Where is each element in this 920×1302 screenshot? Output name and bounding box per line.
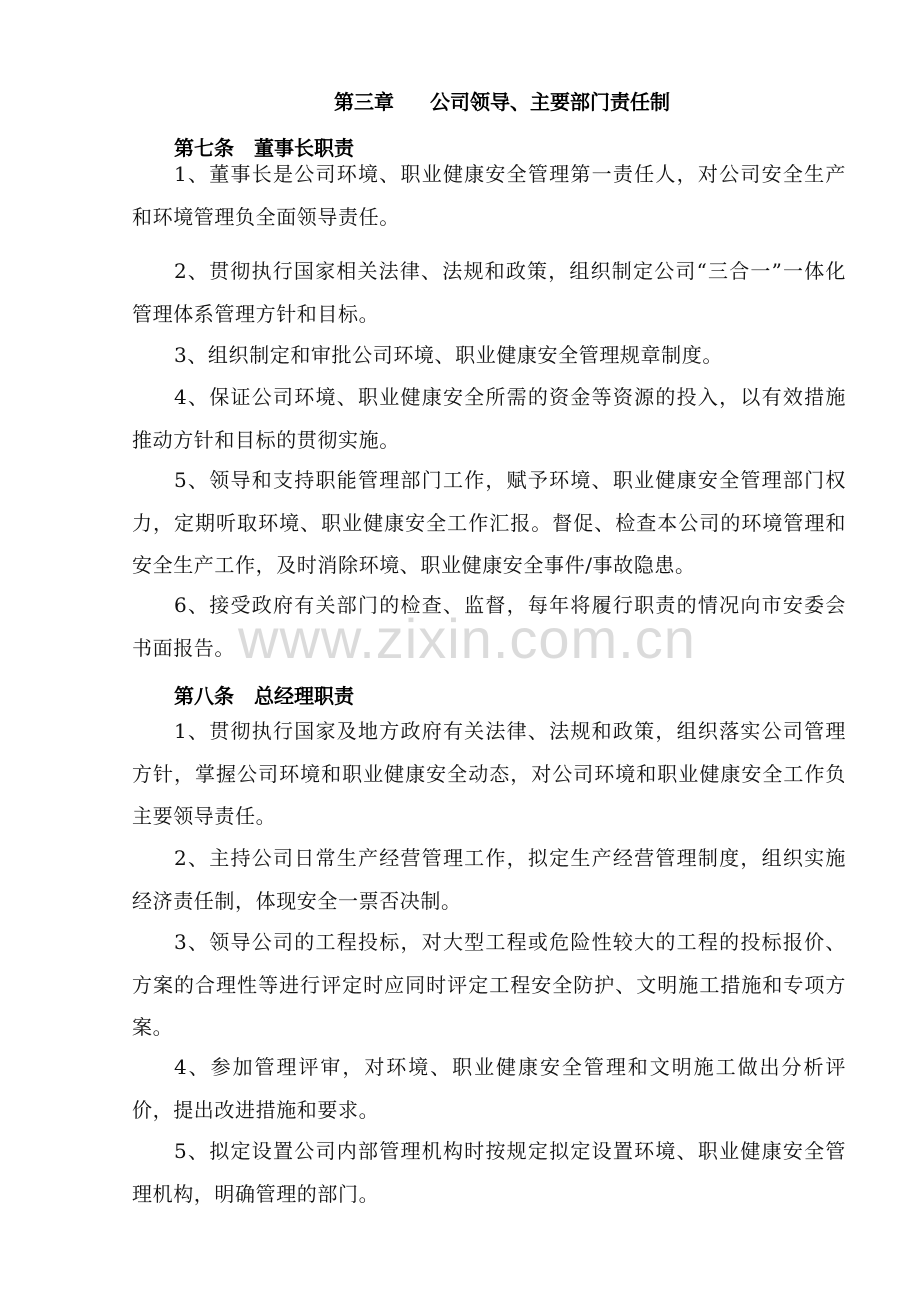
section-number: 第八条: [174, 684, 234, 708]
section-number: 第七条: [174, 136, 234, 160]
chapter-number: 第三章: [334, 90, 394, 114]
paragraph: 2、贯彻执行国家相关法律、法规和政策，组织制定公司“三合一”一体化管理体系管理方针和目标。: [132, 259, 846, 326]
paragraph: 3、组织制定和审批公司环境、职业健康安全管理规章制度。: [174, 343, 723, 367]
paragraph: 5、拟定设置公司内部管理机构时按规定拟定设置环境、职业健康安全管理机构，明确管理的部门。: [132, 1139, 846, 1206]
watermark: www.zixin.com.cn: [238, 607, 696, 670]
paragraph: 3、领导公司的工程投标，对大型工程或危险性较大的工程的投标报价、方案的合理性等进行评定时应同时评定工程安全防护、文明施工措施和专项方案。: [132, 930, 846, 1039]
paragraph: 6、接受政府有关部门的检查、监督，每年将履行职责的情况向市安委会书面报告。: [132, 593, 846, 660]
section-heading-8: [174, 680, 874, 709]
paragraph: 1、贯彻执行国家及地方政府有关法律、法规和政策，组织落实公司管理方针，掌握公司环境和职业健康安全动态，对公司环境和职业健康安全工作负主要领导责任。: [132, 719, 846, 828]
section-title: 董事长职责: [254, 136, 354, 160]
paragraph: 4、保证公司环境、职业健康安全所需的资金等资源的投入，以有效措施推动方针和目标的贯彻实施。: [132, 385, 846, 452]
paragraph: 5、领导和支持职能管理部门工作，赋予环境、职业健康安全管理部门权力，定期听取环境、职业健康安全工作汇报。督促、检查本公司的环境管理和安全生产工作，及时消除环境、职业健康安全事件/事故隐患。: [132, 468, 846, 577]
paragraph: 2、主持公司日常生产经营管理工作，拟定生产经营管理制度，组织实施经济责任制，体现安全一票否决制。: [132, 846, 846, 913]
paragraph: 1、董事长是公司环境、职业健康安全管理第一责任人，对公司安全生产和环境管理负全面领导责任。: [132, 162, 846, 229]
chapter-title: 公司领导、主要部门责任制: [430, 90, 670, 114]
section-title: 总经理职责: [254, 684, 354, 708]
paragraph: 4、参加管理评审，对环境、职业健康安全管理和文明施工做出分析评价，提出改进措施和要求。: [132, 1055, 846, 1122]
